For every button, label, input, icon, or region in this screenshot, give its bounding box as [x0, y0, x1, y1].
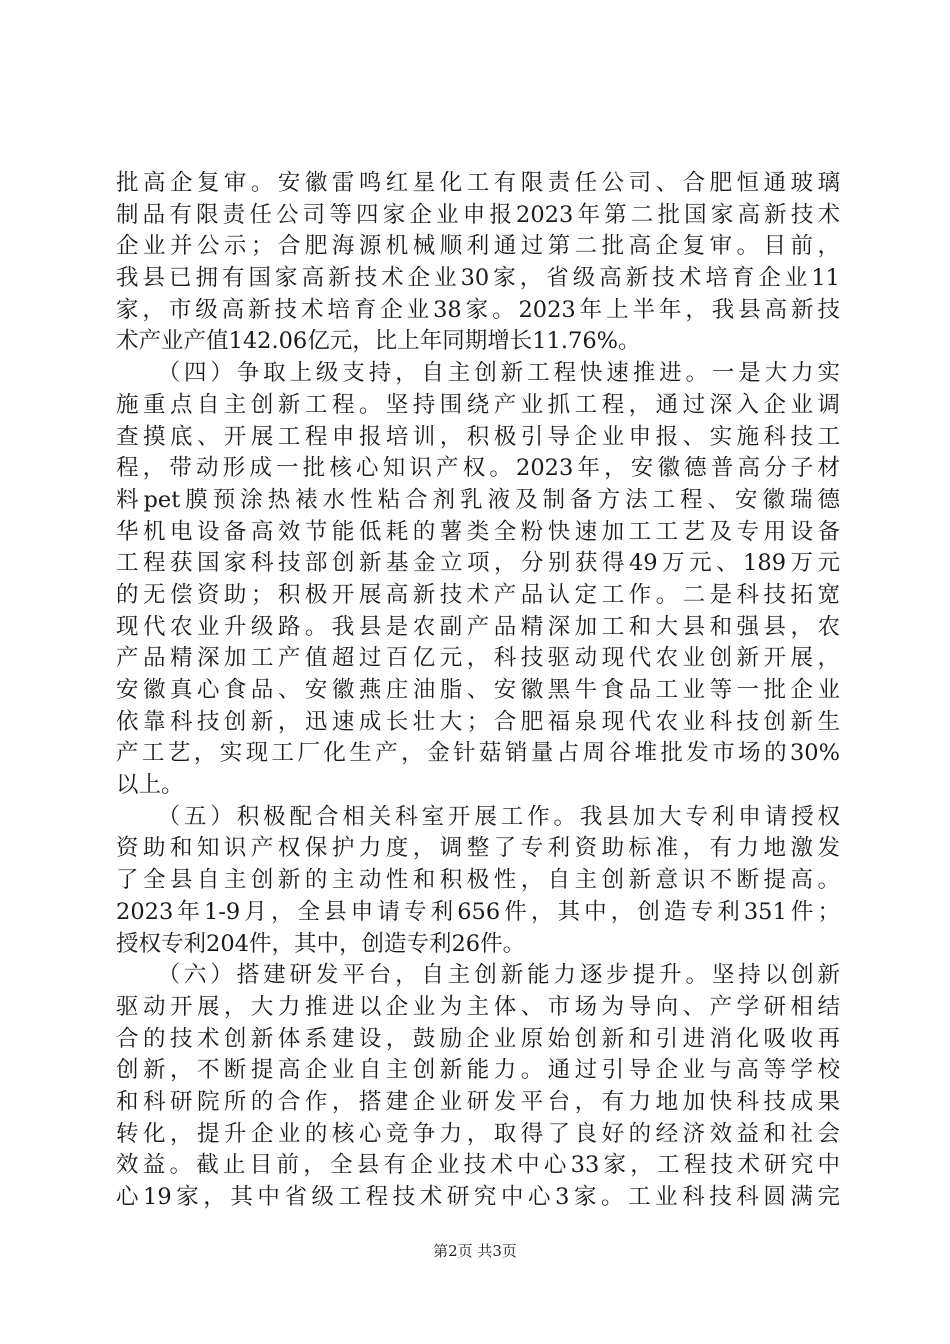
- body-text: [116, 168, 840, 1214]
- text-line: 产品精深加工产值超过百亿元，科技驱动现代农业创新开展，: [116, 645, 840, 672]
- text-line: 依靠科技创新，迅速成长壮大；合肥福泉现代农业科技创新生: [116, 708, 840, 735]
- text-line: 现代农业升级路。我县是农副产品精深加工和大县和强县，农: [116, 613, 840, 640]
- text-line: 施重点自主创新工程。坚持围绕产业抓工程，通过深入企业调: [116, 391, 840, 418]
- text-line: 程，带动形成一批核心知识产权。2023年，安徽德普高分子材: [116, 455, 840, 482]
- text-line: 驱动开展，大力推进以企业为主体、市场为导向、产学研相结: [116, 993, 840, 1020]
- text-line: 转化，提升企业的核心竞争力，取得了良好的经济效益和社会: [116, 1120, 840, 1147]
- text-line: 了全县自主创新的主动性和积极性，自主创新意识不断提高。: [116, 867, 840, 894]
- text-line: 授权专利204件，其中，创造专利26件。: [116, 930, 526, 957]
- text-line: 工程获国家科技部创新基金立项，分别获得49万元、189万元: [116, 550, 840, 577]
- text-line: 批高企复审。安徽雷鸣红星化工有限责任公司、合肥恒通玻璃: [116, 170, 840, 196]
- text-line: 心19家，其中省级工程技术研究中心3家。工业科技科圆满完: [116, 1184, 840, 1210]
- text-line: 查摸底、开展工程申报培训，积极引导企业申报、实施科技工: [116, 423, 840, 450]
- text-line: 合的技术创新体系建设，鼓励企业原始创新和引进消化吸收再: [116, 1025, 840, 1052]
- text-line: （五）积极配合相关科室开展工作。我县加大专利申请授权: [116, 803, 840, 830]
- text-line: 料pet膜预涂热裱水性粘合剂乳液及制备方法工程、安徽瑞德: [116, 486, 840, 513]
- text-line: 资助和知识产权保护力度，调整了专利资助标准，有力地激发: [116, 835, 840, 862]
- text-line: 我县已拥有国家高新技术企业30家，省级高新技术培育企业11: [116, 265, 840, 292]
- text-line: 安徽真心食品、安徽燕庄油脂、安徽黑牛食品工业等一批企业: [116, 677, 840, 703]
- text-line: 术产业产值142.06亿元，比上年同期增长11.76%。: [116, 328, 641, 355]
- text-line: 家，市级高新技术培育企业38家。2023年上半年，我县高新技: [116, 296, 840, 323]
- text-line: 企业并公示；合肥海源机械顺利通过第二批高企复审。目前，: [116, 233, 840, 260]
- text-line: 创新，不断提高企业自主创新能力。通过引导企业与高等学校: [116, 1057, 840, 1084]
- text-line: （六）搭建研发平台，自主创新能力逐步提升。坚持以创新: [116, 962, 840, 989]
- text-line: 效益。截止目前，全县有企业技术中心33家，工程技术研究中: [116, 1152, 840, 1179]
- text-line: 华机电设备高效节能低耗的薯类全粉快速加工工艺及专用设备: [116, 518, 840, 545]
- text-line: 和科研院所的合作，搭建企业研发平台，有力地加快科技成果: [116, 1088, 840, 1115]
- page-footer: 第2页 共3页: [433, 1242, 517, 1260]
- text-line: 制品有限责任公司等四家企业申报2023年第二批国家高新技术: [116, 201, 840, 228]
- text-line: 以上。: [116, 772, 184, 799]
- text-line: 2023年1-9月，全县申请专利656件，其中，创造专利351件；: [116, 898, 840, 925]
- text-line: 产工艺，实现工厂化生产，金针菇销量占周谷堆批发市场的30%: [116, 740, 840, 767]
- text-line: 的无偿资助；积极开展高新技术产品认定工作。二是科技拓宽: [116, 581, 840, 608]
- text-line: （四）争取上级支持，自主创新工程快速推进。一是大力实: [116, 360, 840, 387]
